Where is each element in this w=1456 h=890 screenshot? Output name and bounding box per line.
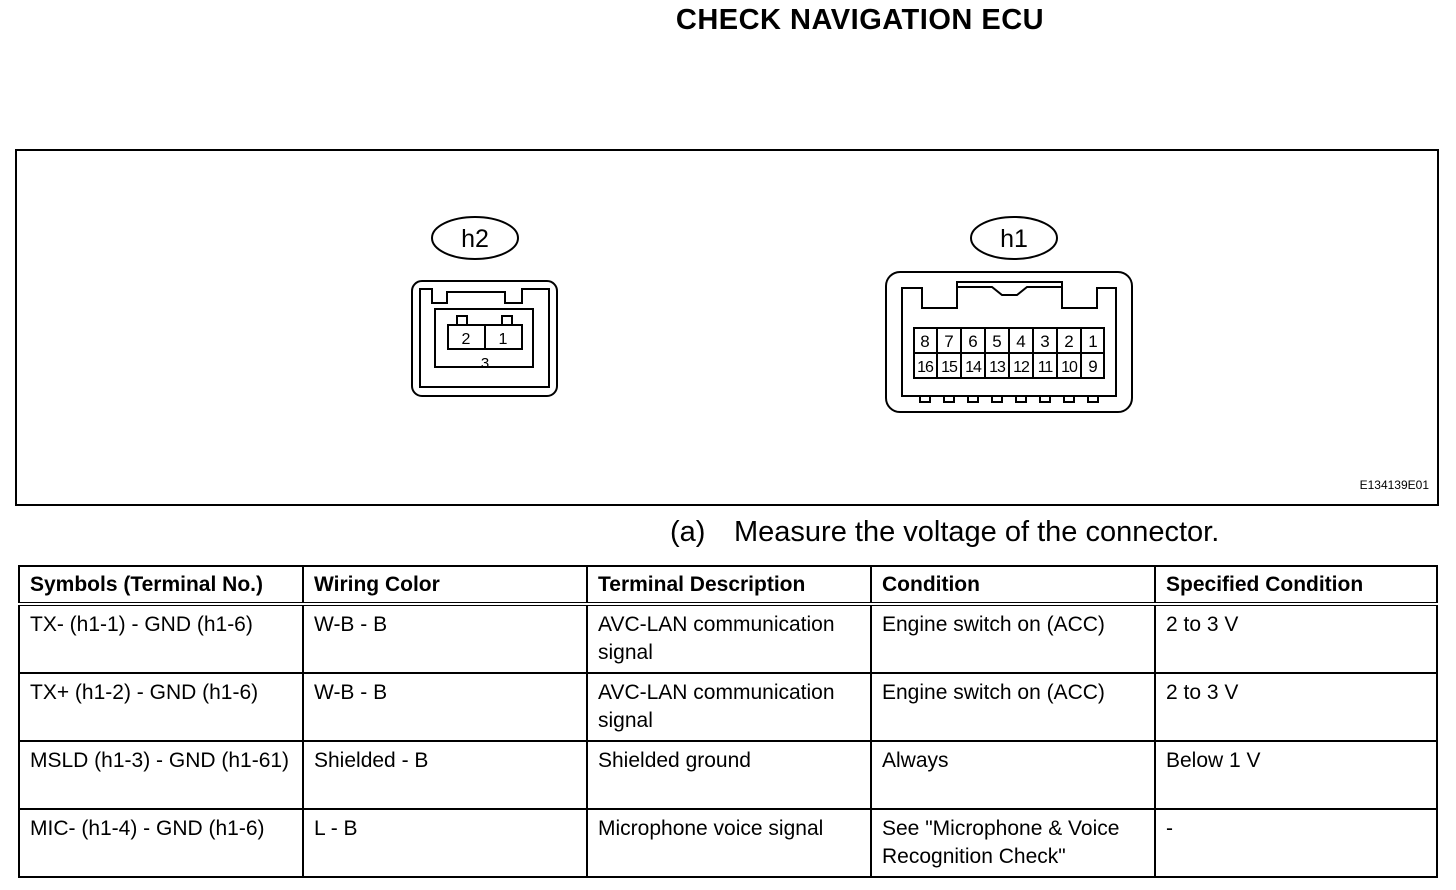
table-row <box>19 809 1437 877</box>
page-title: CHECK NAVIGATION ECU <box>675 4 1045 36</box>
h1-pin: 12 <box>1013 359 1029 376</box>
connector-figure <box>15 149 1439 506</box>
table-cell: 2 to 3 V <box>1155 604 1437 673</box>
h1-pin: 9 <box>1088 357 1098 376</box>
h1-pin: 14 <box>965 359 981 376</box>
table-cell: W-B - B <box>303 673 587 741</box>
table-cell: See "Microphone & Voice Recognition Check" <box>871 809 1155 877</box>
table-cell: TX- (h1-1) - GND (h1-6) <box>19 604 303 673</box>
figure-id-label: E134139E01 <box>1359 478 1429 492</box>
h1-pin: 6 <box>968 332 978 351</box>
h1-pin: 3 <box>1040 332 1050 351</box>
h1-pin: 7 <box>944 332 954 351</box>
instruction-text: Measure the voltage of the connector. <box>734 516 1220 548</box>
instruction-step: (a) <box>670 516 706 548</box>
connector-h1-label: h1 <box>1000 225 1028 253</box>
table-cell: AVC-LAN communication signal <box>587 673 871 741</box>
h1-pin: 8 <box>920 332 930 351</box>
table-cell: Below 1 V <box>1155 741 1437 809</box>
table-cell: Shielded ground <box>587 741 871 809</box>
voltage-spec-table <box>18 565 1438 878</box>
table-cell: Microphone voice signal <box>587 809 871 877</box>
table-header-row <box>19 566 1437 604</box>
table-cell: W-B - B <box>303 604 587 673</box>
h1-pin: 13 <box>989 359 1005 376</box>
connector-h2-label: h2 <box>461 225 489 253</box>
table-cell: Engine switch on (ACC) <box>871 673 1155 741</box>
h2-pin: 2 <box>461 331 471 348</box>
column-header: Condition <box>871 566 1155 604</box>
table-cell: L - B <box>303 809 587 877</box>
table-row <box>19 673 1437 741</box>
h2-pin: 1 <box>498 331 508 348</box>
table-cell: - <box>1155 809 1437 877</box>
instruction-line <box>670 516 1219 549</box>
table-cell: Shielded - B <box>303 741 587 809</box>
column-header: Symbols (Terminal No.) <box>19 566 303 604</box>
h1-pin: 4 <box>1016 332 1026 351</box>
h2-pin: 3 <box>480 355 490 372</box>
table-cell: Engine switch on (ACC) <box>871 604 1155 673</box>
h1-pin: 10 <box>1061 359 1077 376</box>
table-row <box>19 604 1437 673</box>
table-cell: MSLD (h1-3) - GND (h1-61) <box>19 741 303 809</box>
table-cell: Always <box>871 741 1155 809</box>
table-cell: MIC- (h1-4) - GND (h1-6) <box>19 809 303 877</box>
h1-pin: 1 <box>1088 332 1098 351</box>
table-cell: TX+ (h1-2) - GND (h1-6) <box>19 673 303 741</box>
table-cell: 2 to 3 V <box>1155 673 1437 741</box>
h1-pin: 5 <box>992 332 1002 351</box>
h1-pin: 16 <box>917 359 933 376</box>
column-header: Terminal Description <box>587 566 871 604</box>
h1-pin: 2 <box>1064 332 1074 351</box>
h1-pin: 11 <box>1037 359 1053 376</box>
table-cell: AVC-LAN communication signal <box>587 604 871 673</box>
column-header: Specified Condition <box>1155 566 1437 604</box>
column-header: Wiring Color <box>303 566 587 604</box>
h1-pin: 15 <box>941 359 957 376</box>
connector-diagram <box>17 151 1437 504</box>
table-row <box>19 741 1437 809</box>
